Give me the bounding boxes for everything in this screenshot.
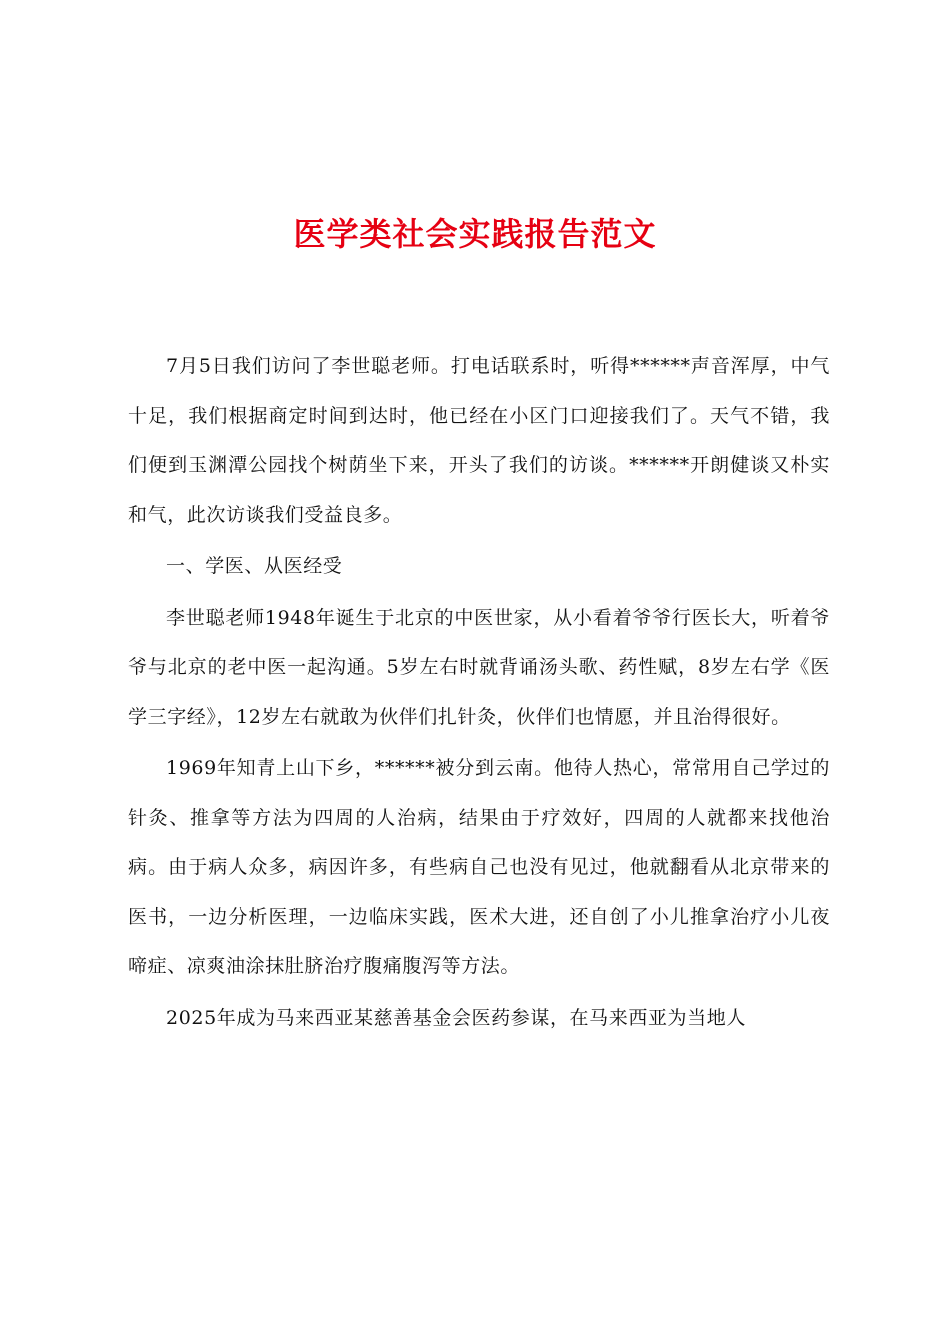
document-body — [128, 342, 830, 1043]
document-title: 医学类社会实践报告范文 — [293, 215, 657, 253]
paragraph-childhood: 李世聪老师1948年诞生于北京的中医世家，从小看着爷爷行医长大，听着爷爷与北京的老中医一起沟通。5岁左右时就背诵汤头歌、药性赋，8岁左右学《医学三字经》，12岁左右就敢为伙伴们扎针灸，伙伴们也情愿，并且治得很好。 — [128, 606, 830, 728]
paragraph-intro: 7月5日我们访问了李世聪老师。打电话联系时，听得******声音浑厚，中气十足，我们根据商定时间到达时，他已经在小区门口迎接我们了。天气不错，我们便到玉渊潭公园找个树荫坐下来，开头了我们的访谈。******开朗健谈又朴实和气，此次访谈我们受益良多。 — [128, 355, 830, 526]
section-heading: 一、学医、从医经受 — [166, 555, 343, 577]
paragraph-yunnan: 1969年知青上山下乡，******被分到云南。他待人热心，常常用自己学过的针灸、推拿等方法为四周的人治病，结果由于疗效好，四周的人就都来找他治病。由于病人众多，病因许多，有些病自己也没有见过，他就翻看从北京带来的医书，一边分析医理，一边临床实践，医术大进，还自创了小儿推拿治疗小儿夜啼症、凉爽油涂抹肚脐治疗腹痛腹泻等方法。 — [128, 757, 830, 977]
paragraph-malaysia: 2025年成为马来西亚某慈善基金会医药参谋，在马来西亚为当地人 — [166, 1006, 746, 1029]
